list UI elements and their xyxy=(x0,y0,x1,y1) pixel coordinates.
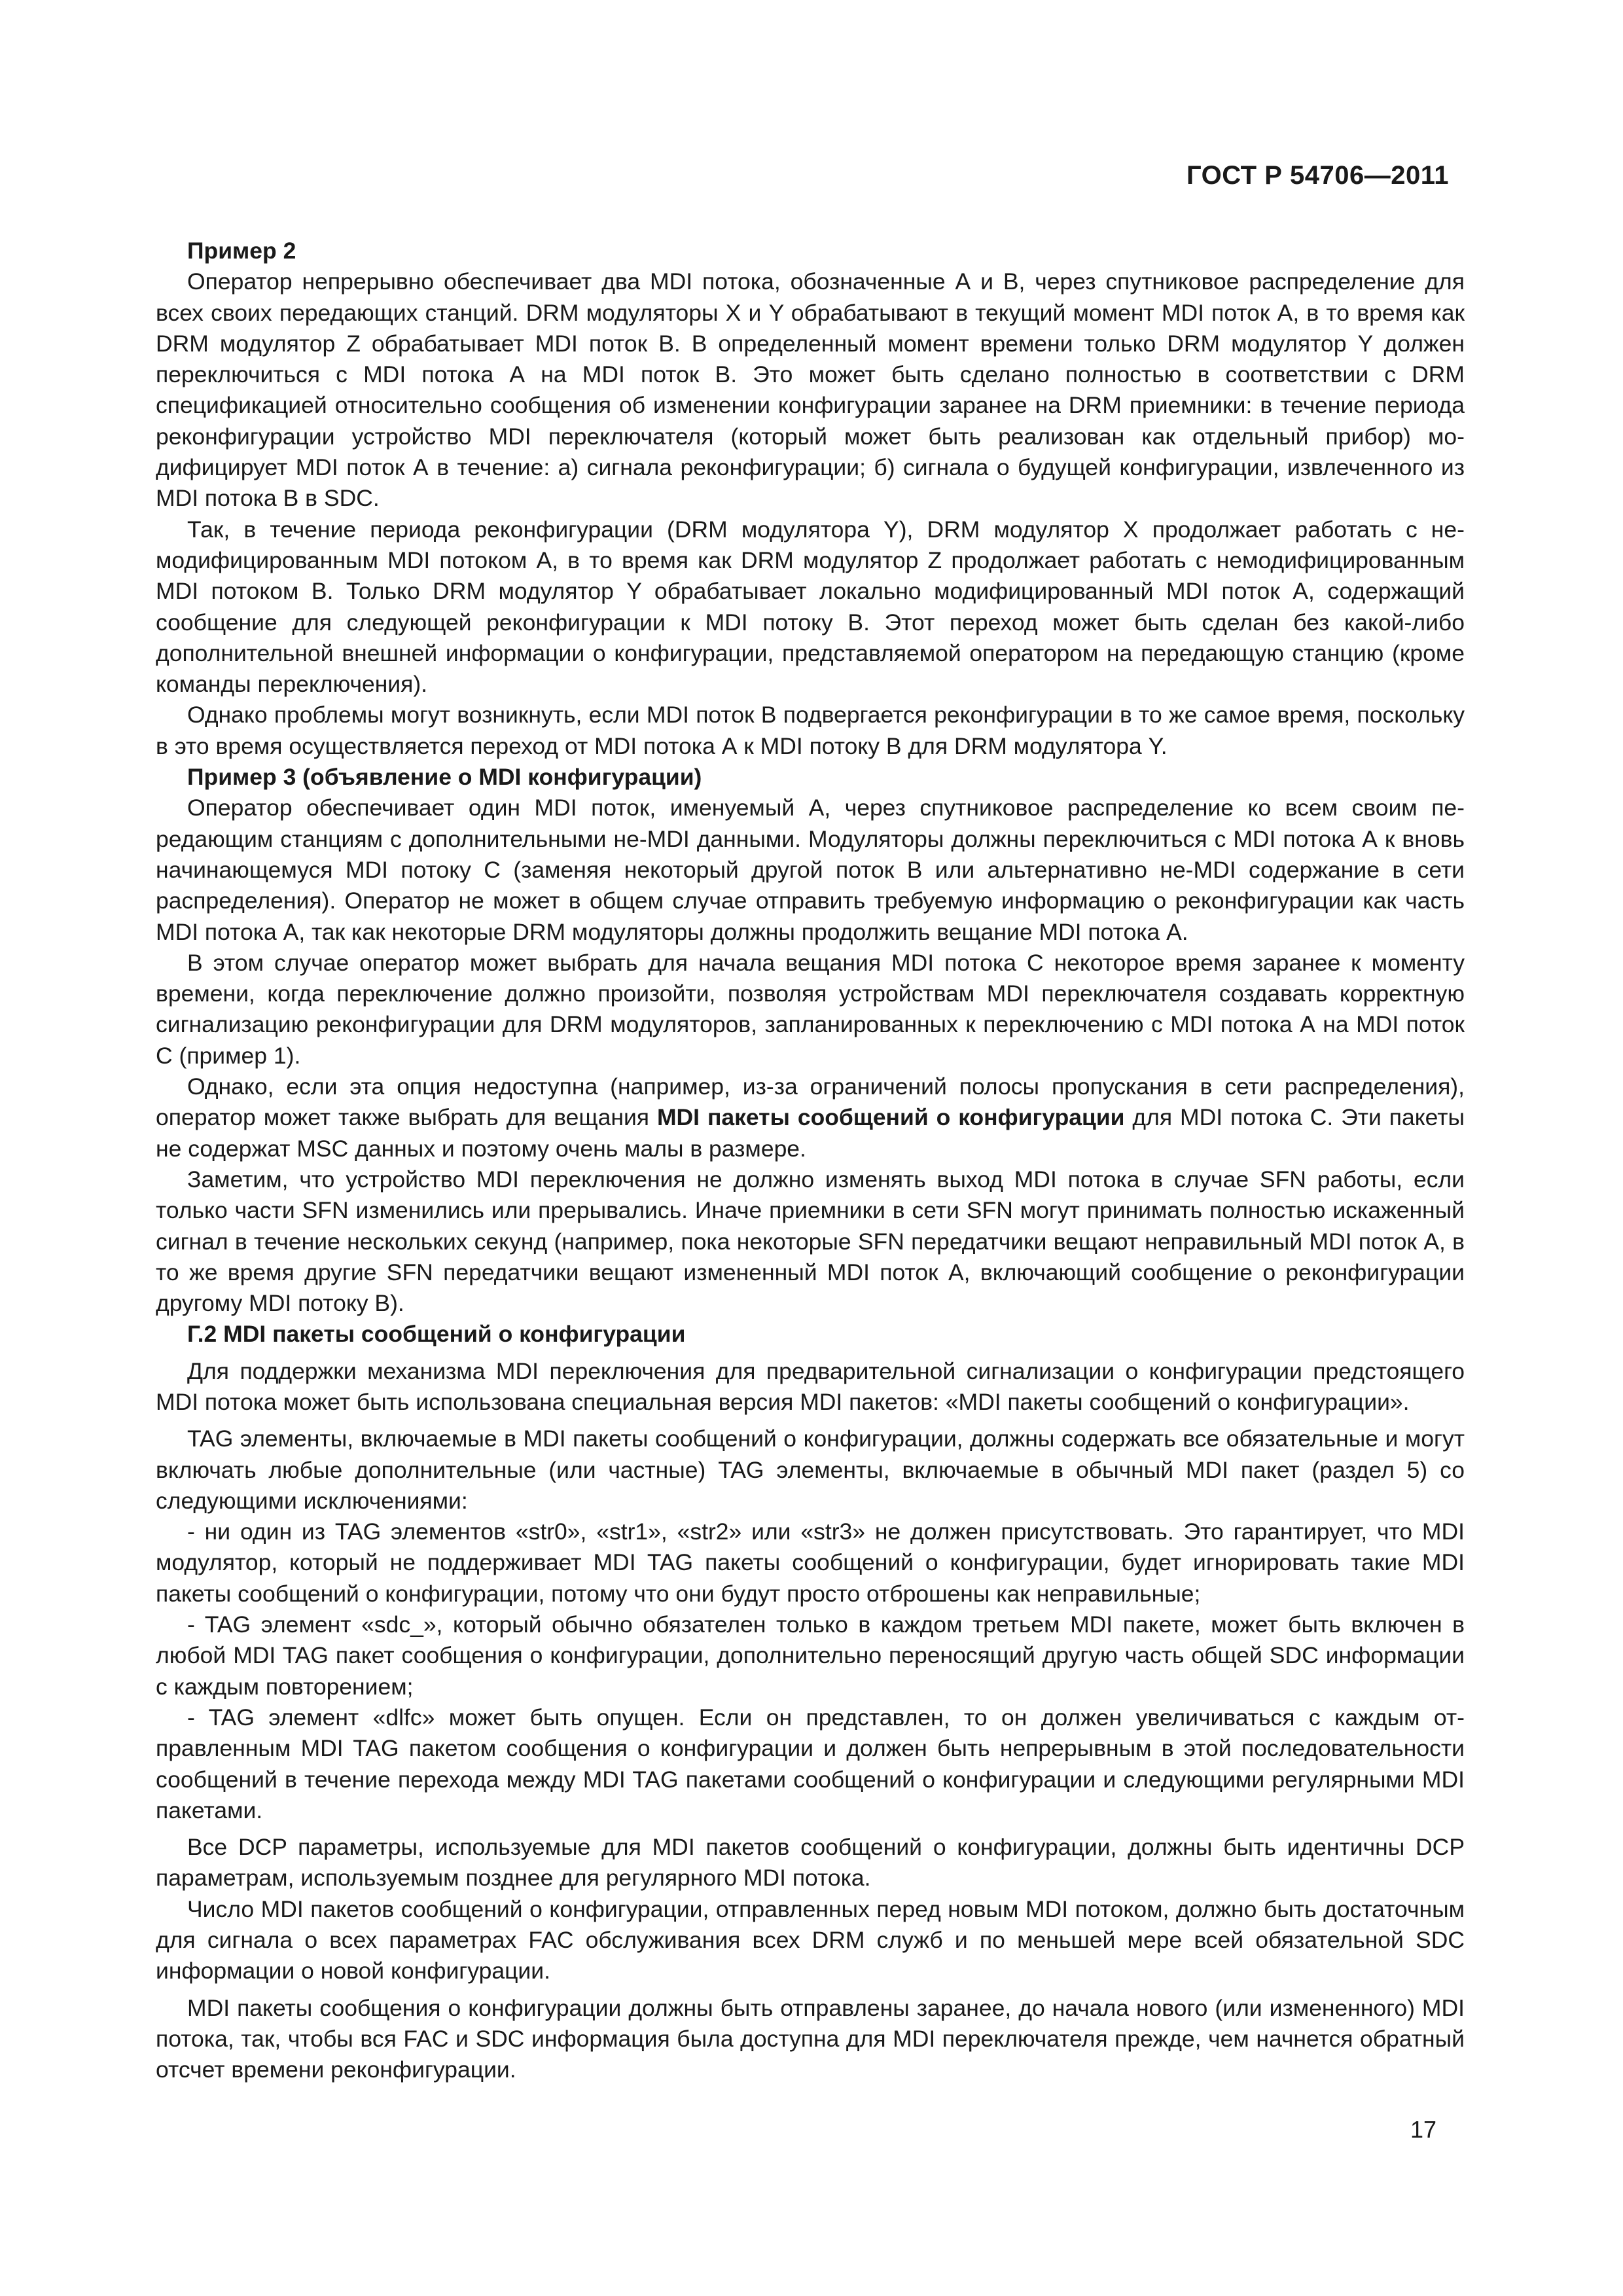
paragraph: Оператор обеспечивает один MDI поток, именуемый А, через спутниковое распределение ко всем своим передающим станциям с дополнительными не-MDI данными. Модуляторы должны переключиться с MDI потока А к вновь начинающемуся MDI потоку С (заменяя некоторый другой поток В или альтернативно не-MDI содержание в сети распределения). Оператор не может в общем случае отправить требуемую информацию о реконфигурации как часть MDI потока А, так как некоторые DRM модуляторы должны продолжить вещание MDI потока А. xyxy=(156,795,1465,945)
paragraph: TAG элементы, включаемые в MDI пакеты сообщений о конфигурации, должны содержать все обязательные и могут включать любые дополнительные (или частные) TAG элементы, включаемые в обычный MDI пакет (раздел 5) со следующими исключениями: xyxy=(156,1426,1465,1514)
paragraph: Так, в течение периода реконфигурации (DRM модулятора Y), DRM модулятор X продолжает работать с немодифицированным MDI потоком А, в то время как DRM модулятор Z продолжает работать с немодифицированным MDI потоком В. Только DRM модулятор Y обрабатывает локально модифицированный MDI поток А, содержащий сообщение для следующей реконфигурации к MDI потоку В. Этот переход может быть сделан без какой-либо дополнительной внешней информации о конфигурации, представляемой оператором на передающую станцию (кроме команды переключения). xyxy=(156,516,1465,698)
list-item: - TAG элемент «sdc_», который обычно обязателен только в каждом третьем MDI пакете, может быть включен в любой MDI TAG пакет сообщения о конфигурации, дополнительно переносящий другую часть общей SDC информации с каждым повторением; xyxy=(156,1611,1465,1700)
paragraph xyxy=(156,1071,1465,1164)
paragraph: Для поддержки механизма MDI переключения для предварительной сигнализации о конфигурации предстоящего MDI потока может быть использована специальная версия MDI пакетов: «MDI пакеты сообщений о конфигурации». xyxy=(156,1357,1465,1415)
body-text xyxy=(156,236,1465,2086)
page-number: 17 xyxy=(1410,2116,1436,2143)
paragraph: Однако проблемы могут возникнуть, если MDI поток В подвергается реконфигурации в то же самое время, поскольку в это время осуществляется переход от MDI потока А к MDI потоку В для DRM модулятора Y. xyxy=(156,702,1465,759)
paragraph: Все DCP параметры, используемые для MDI пакетов сообщений о конфигурации, должны быть идентичны DCP параметрам, используемым позднее для регулярного MDI потока. xyxy=(156,1834,1465,1892)
paragraph: MDI пакеты сообщения о конфигурации должны быть отправлены заранее, до начала нового (или измененного) MDI потока, так, чтобы вся FAC и SDC информация была доступна для MDI переключателя прежде, чем начнется обратный отсчет времени реконфигурации. xyxy=(156,1994,1465,2083)
document-id: ГОСТ Р 54706—2011 xyxy=(1186,161,1449,190)
paragraph: Заметим, что устройство MDI переключения не должно изменять выход MDI потока в случае SFN работы, если только части SFN изменились или прерывались. Иначе приемники в сети SFN могут принимать полностью искаженный сигнал в течение нескольких секунд (например, пока некоторые SFN передатчики вещают неправильный MDI поток А, в то же время другие SFN передатчики вещают измененный MDI поток А, включающий сообщение о реконфигурации другому MDI потоку В). xyxy=(156,1166,1465,1317)
text-run: для MDI потока С. Эти пакеты не содержат MSC данных и поэтому очень малы в размере. xyxy=(156,1104,1465,1162)
section-heading: Г.2 MDI пакеты сообщений о конфигурации xyxy=(187,1321,686,1348)
example-2-heading: Пример 2 xyxy=(187,238,296,264)
list-item: - ни один из TAG элементов «str0», «str1», «str2» или «str3» не должен присутствовать. Это гарантирует, что MDI модулятор, который не поддерживает MDI TAG пакеты сообщений о конфигурации, будет игнорировать такие MDI пакеты сообщений о конфигурации, потому что они будут просто отброшены как неправильные; xyxy=(156,1518,1465,1607)
bold-term: MDI пакеты сообщений о конфигурации xyxy=(656,1104,1125,1131)
example-3-heading: Пример 3 (объявление о MDI конфигурации) xyxy=(187,764,702,791)
paragraph: Число MDI пакетов сообщений о конфигурации, отправленных перед новым MDI потоком, должно быть достаточным для сигнала о всех параметрах FAC обслуживания всех DRM служб и по меньшей мере всей обязательной SDC информации о новой конфигурации. xyxy=(156,1895,1465,1984)
text-run: Однако, если эта опция недоступна (например, из-за ограничений полосы пропускания в сети распределения), оператор может также выбрать для вещания xyxy=(156,1073,1465,1131)
list-item: - TAG элемент «dlfc» может быть опущен. Если он представлен, то он должен увеличиваться с каждым отправленным MDI TAG пакетом сообщения о конфигурации и должен быть непрерывным в этой последовательности сообщений в течение перехода между MDI TAG пакетами сообщений о конфигурации и следующими регулярными MDI пакетами. xyxy=(156,1704,1465,1823)
paragraph: Оператор непрерывно обеспечивает два MDI потока, обозначенные А и В, через спутниковое распределение для всех своих передающих станций. DRM модуляторы X и Y обрабатывают в текущий момент MDI поток А, в то время как DRM модулятор Z обрабатывает MDI поток В. В определенный момент времени только DRM модулятор Y должен переключиться с MDI потока А на MDI поток В. Это может быть сделано полностью в соответствии с DRM спецификацией относительно сообщения об изменении конфигурации заранее на DRM приемники: в течение периода реконфигурации устройство MDI переключателя (который может быть реализован как отдельный прибор) модифицирует MDI поток А в течение: а) сигнала реконфигурации; б) сигнала о будущей конфигурации, извлеченного из MDI потока В в SDC. xyxy=(156,268,1465,512)
paragraph: В этом случае оператор может выбрать для начала вещания MDI потока С некоторое время заранее к моменту времени, когда переключение должно произойти, позволяя устройствам MDI переключателя создавать корректную сигнализацию реконфигурации для DRM модуляторов, запланированных к переключению с MDI потока А на MDI поток С (пример 1). xyxy=(156,949,1465,1069)
